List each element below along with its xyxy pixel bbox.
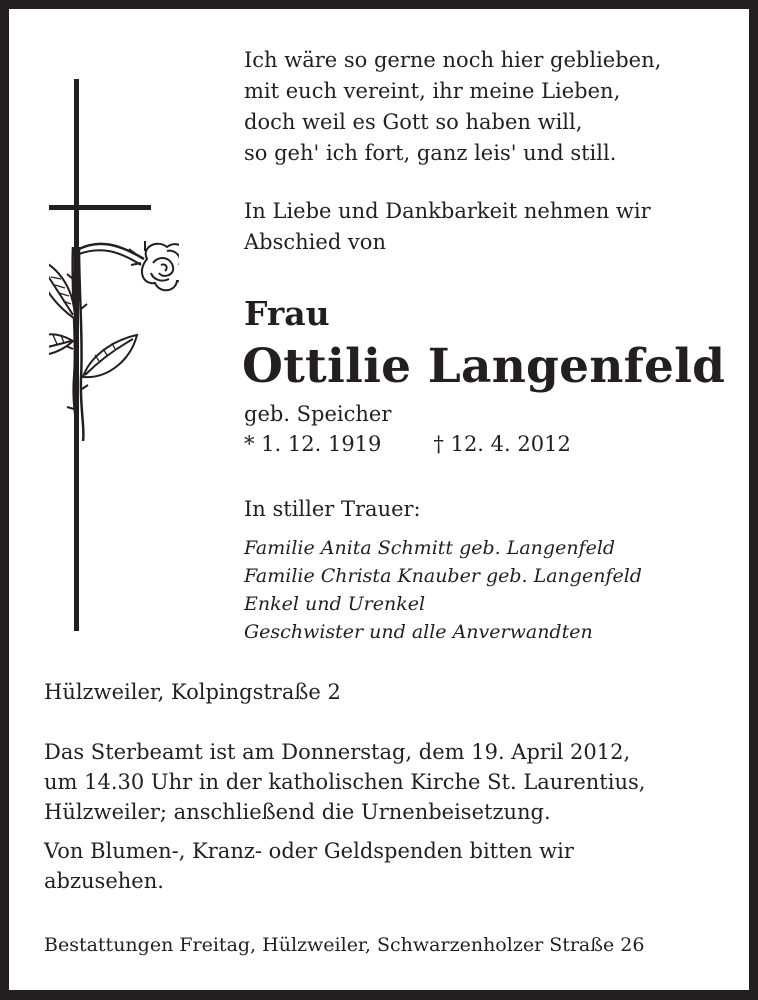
- poem-line: doch weil es Gott so haben will,: [244, 110, 583, 134]
- donation-line: Von Blumen-, Kranz- oder Geldspenden bitten wir: [44, 839, 574, 863]
- service-line: Das Sterbeamt ist am Donnerstag, dem 19. April 2012,: [44, 740, 631, 764]
- life-dates: [244, 429, 571, 459]
- poem-line: so geh' ich fort, ganz leis' und still.: [244, 141, 617, 165]
- service-line: Hülzweiler; anschließend die Urnenbeisetzung.: [44, 800, 551, 824]
- salutation: Frau: [244, 294, 330, 333]
- mourners-list: [244, 534, 642, 646]
- farewell-intro: [244, 196, 651, 258]
- poem-line: mit euch vereint, ihr meine Lieben,: [244, 79, 621, 103]
- deceased-name: Ottilie Langenfeld: [242, 339, 726, 394]
- birth-date: * 1. 12. 1919: [244, 432, 382, 456]
- donation-note: [44, 836, 574, 896]
- poem-line: Ich wäre so gerne noch hier geblieben,: [244, 48, 662, 72]
- family-address: Hülzweiler, Kolpingstraße 2: [44, 680, 341, 704]
- donation-line: abzusehen.: [44, 869, 164, 893]
- intro-line: Abschied von: [244, 230, 386, 254]
- maiden-name: geb. Speicher: [244, 402, 392, 426]
- death-date: † 12. 4. 2012: [433, 432, 571, 456]
- cross-with-rose-icon: [49, 79, 179, 639]
- service-info: [44, 737, 645, 827]
- mourners-heading: In stiller Trauer:: [244, 497, 421, 521]
- poem: [244, 45, 661, 169]
- service-line: um 14.30 Uhr in der katholischen Kirche St. Laurentius,: [44, 770, 646, 794]
- mourner-line: Familie Anita Schmitt geb. Langenfeld: [244, 537, 616, 559]
- mourner-line: Familie Christa Knauber geb. Langenfeld: [244, 565, 642, 587]
- undertaker-info: Bestattungen Freitag, Hülzweiler, Schwarzenholzer Straße 26: [44, 934, 645, 956]
- intro-line: In Liebe und Dankbarkeit nehmen wir: [244, 199, 651, 223]
- mourner-line: Geschwister und alle Anverwandten: [244, 621, 593, 643]
- obituary-notice: [9, 9, 749, 990]
- mourner-line: Enkel und Urenkel: [244, 593, 426, 615]
